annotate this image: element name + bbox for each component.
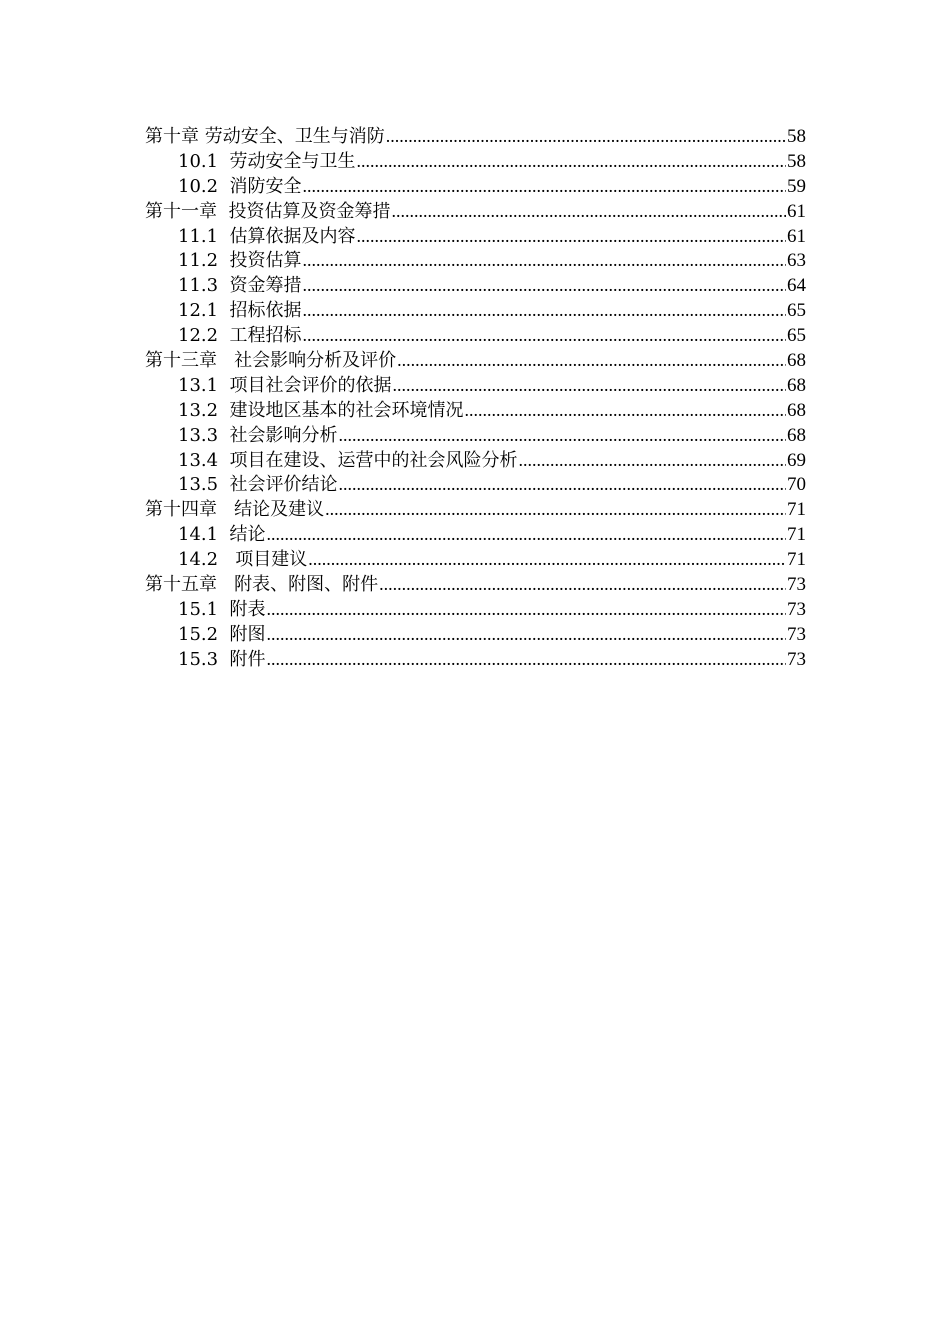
- toc-entry-title: 11.2 投资估算: [178, 250, 302, 272]
- toc-entry-title: 第十章 劳动安全、卫生与消防: [145, 126, 385, 147]
- toc-dot-leader: [303, 273, 786, 298]
- toc-dot-leader: [267, 647, 786, 672]
- toc-entry-10-2[interactable]: [145, 174, 806, 199]
- toc-entry-title: 15.3 附件: [178, 648, 266, 670]
- toc-entry-page: 64: [787, 275, 806, 297]
- toc-dot-leader: [308, 547, 786, 572]
- toc-entry-page: 71: [787, 549, 806, 571]
- toc-entry-page: 68: [787, 350, 806, 372]
- toc-entry-13-1[interactable]: [145, 373, 806, 398]
- toc-entry-chapter-13[interactable]: [145, 348, 806, 373]
- toc-dot-leader: [267, 597, 786, 622]
- toc-entry-title: 第十一章 投资估算及资金筹措: [145, 200, 391, 222]
- toc-entry-title: 15.2 附图: [178, 623, 266, 645]
- toc-dot-leader: [357, 149, 786, 174]
- toc-entry-title: 14.2 项目建议: [178, 549, 308, 571]
- toc-dot-leader: [339, 472, 786, 497]
- toc-entry-page: 71: [787, 499, 806, 521]
- toc-entry-title: 12.1 招标依据: [178, 300, 302, 322]
- toc-dot-leader: [267, 622, 786, 647]
- toc-entry-page: 71: [787, 524, 806, 546]
- toc-dot-leader: [303, 174, 786, 199]
- toc-entry-page: 58: [787, 150, 806, 172]
- toc-entry-12-1[interactable]: [145, 298, 806, 323]
- toc-entry-title: 第十三章 社会影响分析及评价: [145, 350, 397, 372]
- toc-entry-page: 63: [787, 250, 806, 272]
- toc-entry-15-3[interactable]: [145, 647, 806, 672]
- toc-entry-14-1[interactable]: [145, 522, 806, 547]
- toc-entry-title: 10.1 劳动安全与卫生: [178, 150, 356, 172]
- toc-entry-15-2[interactable]: [145, 622, 806, 647]
- toc-entry-title: 14.1 结论: [178, 524, 266, 546]
- toc-entry-11-1[interactable]: [145, 224, 806, 249]
- toc-entry-page: 65: [787, 325, 806, 347]
- toc-entry-page: 73: [787, 574, 806, 596]
- toc-entry-page: 58: [787, 126, 806, 147]
- toc-dot-leader: [267, 522, 786, 547]
- toc-entry-page: 59: [787, 175, 806, 197]
- toc-entry-chapter-11[interactable]: [145, 199, 806, 224]
- toc-dot-leader: [519, 448, 786, 473]
- toc-dot-leader: [393, 373, 786, 398]
- toc-entry-title: 11.3 资金筹措: [178, 275, 302, 297]
- toc-entry-13-5[interactable]: [145, 472, 806, 497]
- toc-entry-title: 15.1 附表: [178, 598, 266, 620]
- toc-entry-15-1[interactable]: [145, 597, 806, 622]
- toc-entry-title: 13.5 社会评价结论: [178, 474, 338, 496]
- toc-entry-title: 11.1 估算依据及内容: [178, 225, 356, 247]
- toc-entry-10-1[interactable]: [145, 149, 806, 174]
- toc-entry-title: 第十五章 附表、附图、附件: [145, 574, 379, 596]
- toc-entry-12-2[interactable]: [145, 323, 806, 348]
- toc-entry-page: 73: [787, 598, 806, 620]
- toc-entry-title: 13.1 项目社会评价的依据: [178, 374, 392, 396]
- toc-entry-title: 13.2 建设地区基本的社会环境情况: [178, 399, 464, 421]
- toc-entry-page: 73: [787, 648, 806, 670]
- toc-entry-page: 68: [787, 374, 806, 396]
- toc-dot-leader: [325, 497, 786, 522]
- toc-dot-leader: [379, 572, 786, 597]
- toc-entry-11-3[interactable]: [145, 273, 806, 298]
- toc-dot-leader: [303, 298, 786, 323]
- table-of-contents: [145, 124, 806, 672]
- toc-entry-14-2[interactable]: [145, 547, 806, 572]
- toc-entry-chapter-15[interactable]: [145, 572, 806, 597]
- toc-dot-leader: [339, 423, 786, 448]
- toc-dot-leader: [303, 323, 786, 348]
- toc-entry-title: 13.3 社会影响分析: [178, 424, 338, 446]
- toc-dot-leader: [391, 199, 786, 224]
- toc-dot-leader: [386, 124, 786, 149]
- toc-entry-page: 65: [787, 300, 806, 322]
- toc-entry-11-2[interactable]: [145, 248, 806, 273]
- toc-entry-13-4[interactable]: [145, 448, 806, 473]
- toc-entry-page: 61: [787, 200, 806, 222]
- toc-entry-chapter-14[interactable]: [145, 497, 806, 522]
- toc-entry-page: 73: [787, 623, 806, 645]
- toc-entry-title: 10.2 消防安全: [178, 175, 302, 197]
- toc-entry-title: 第十四章 结论及建议: [145, 499, 325, 521]
- toc-dot-leader: [397, 348, 786, 373]
- toc-entry-page: 68: [787, 399, 806, 421]
- toc-dot-leader: [303, 248, 786, 273]
- toc-entry-page: 69: [787, 449, 806, 471]
- toc-entry-page: 70: [787, 474, 806, 496]
- toc-entry-page: 61: [787, 225, 806, 247]
- toc-entry-13-3[interactable]: [145, 423, 806, 448]
- toc-dot-leader: [465, 398, 786, 423]
- toc-entry-13-2[interactable]: [145, 398, 806, 423]
- toc-entry-page: 68: [787, 424, 806, 446]
- toc-entry-title: 12.2 工程招标: [178, 325, 302, 347]
- toc-dot-leader: [357, 224, 786, 249]
- toc-entry-title: 13.4 项目在建设、运营中的社会风险分析: [178, 449, 518, 471]
- toc-entry-chapter-10[interactable]: [145, 124, 806, 149]
